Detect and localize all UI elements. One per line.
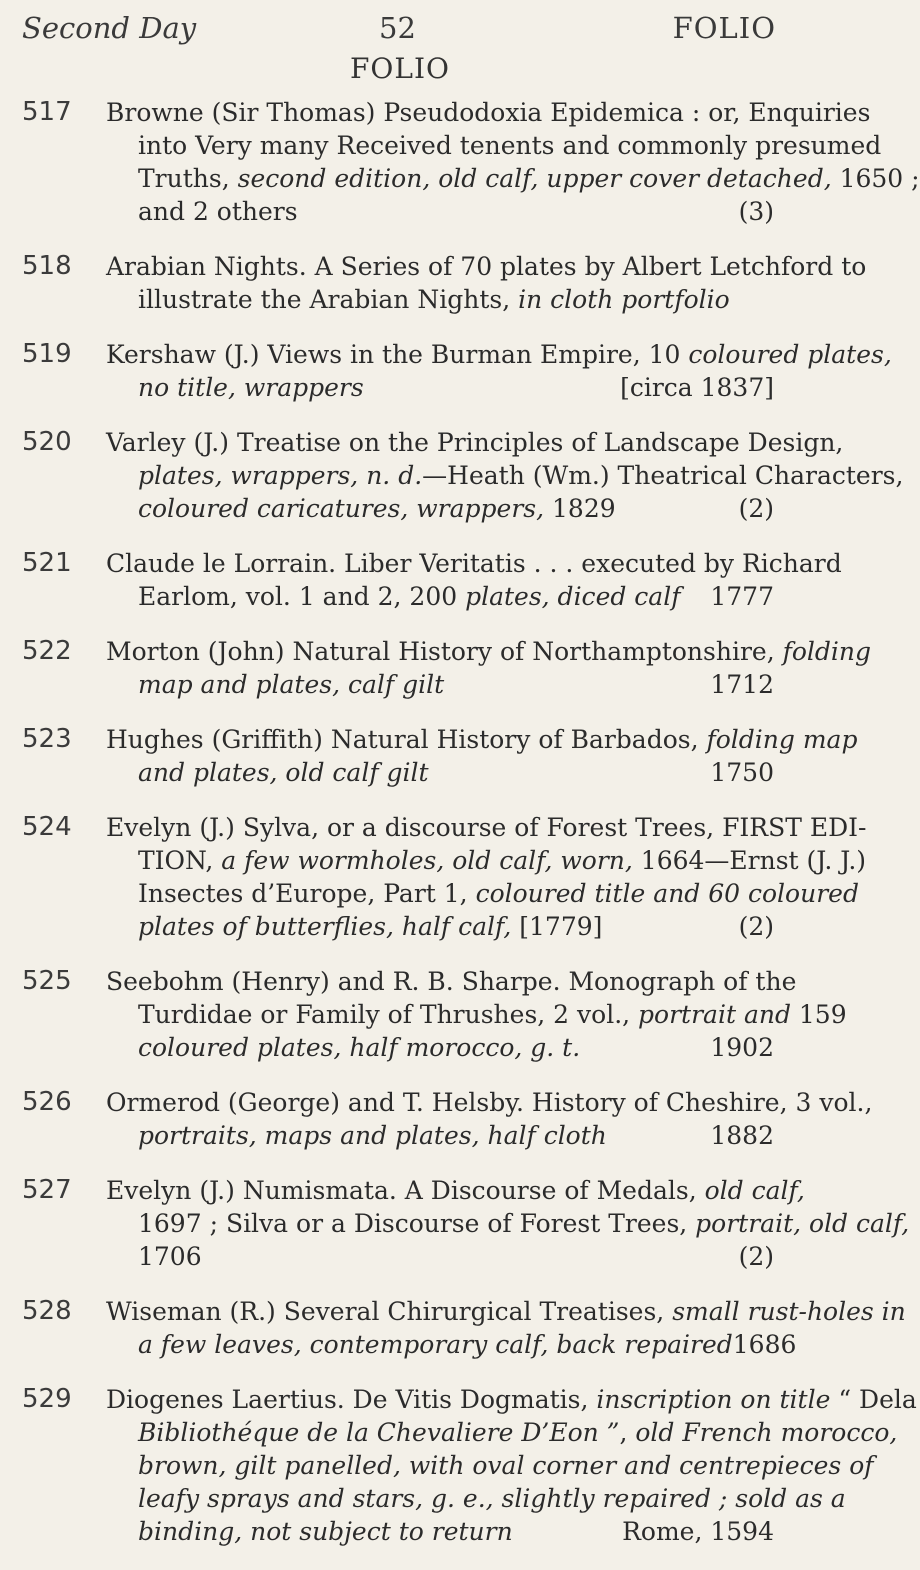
lot-line <box>106 580 774 613</box>
italic-text: brown, gilt panelled, with oval corner and centrepieces of <box>138 1451 874 1480</box>
roman-text: Ormerod (George) and T. Helsby. History of Cheshire, 3 vol., <box>106 1088 873 1117</box>
roman-text: Browne (Sir Thomas) Pseudodoxia Epidemica : or, Enquiries <box>106 98 871 127</box>
lot-number: 528 <box>22 1296 72 1326</box>
italic-text: and plates, old calf gilt <box>138 758 429 787</box>
italic-text: coloured plates, <box>688 340 892 369</box>
roman-text: illustrate the Arabian Nights, <box>138 285 519 314</box>
lot-line <box>106 1328 797 1361</box>
lot-number: 521 <box>22 548 72 578</box>
lot-description <box>106 547 842 613</box>
italic-text: Bibliothéque de la Chevaliere D’Eon ” <box>138 1418 620 1447</box>
roman-text: Morton (John) Natural History of Northamptonshire, <box>106 637 783 666</box>
roman-text: Insectes d’Europe, Part 1, <box>138 879 476 908</box>
lot-line <box>106 1086 873 1119</box>
lot-line <box>106 459 904 492</box>
italic-text: leafy sprays and stars, g. e., slightly repaired ; sold as a <box>138 1484 846 1513</box>
section-title: FOLIO <box>350 52 450 85</box>
lot-line <box>106 1416 898 1449</box>
lot-line <box>106 877 859 910</box>
lot-line <box>106 635 872 668</box>
italic-text: in cloth portfolio <box>518 285 730 314</box>
lot-entry <box>22 338 892 404</box>
roman-text: 1664—Ernst (J. J.) <box>632 846 867 875</box>
roman-text: 1706 <box>138 1242 202 1271</box>
italic-text: coloured title and 60 coloured <box>475 879 859 908</box>
lot-date-or-count: 1750 <box>710 758 774 787</box>
italic-text: portrait, old calf, <box>695 1209 910 1238</box>
roman-text: 1829 <box>544 494 616 523</box>
lot-description <box>106 1086 873 1152</box>
lot-description <box>106 426 904 525</box>
lot-entry <box>22 96 920 228</box>
lot-date-or-count: [circa 1837] <box>620 373 774 402</box>
lot-line <box>106 1240 774 1273</box>
lot-date-or-count: 1882 <box>710 1121 774 1150</box>
lot-line <box>106 96 871 129</box>
lot-line <box>106 129 882 162</box>
lot-entry <box>22 635 872 701</box>
roman-text: and 2 others <box>138 197 298 226</box>
italic-text: a few leaves, contemporary calf, back repaired <box>138 1330 733 1359</box>
lot-date-or-count: 1686 <box>732 1330 797 1359</box>
lot-description <box>106 1295 906 1361</box>
lot-line <box>106 844 867 877</box>
italic-text: map and plates, calf gilt <box>138 670 445 699</box>
page-number: 52 <box>379 11 416 45</box>
lot-description <box>106 1174 910 1273</box>
lot-list <box>22 96 920 1570</box>
roman-text: Hughes (Griffith) Natural History of Barbados, <box>106 725 707 754</box>
roman-text: , <box>619 1418 636 1447</box>
roman-text: Diogenes Laertius. De Vitis Dogmatis, <box>106 1385 597 1414</box>
lot-number: 524 <box>22 812 72 842</box>
roman-text: Truths, <box>138 164 238 193</box>
italic-text: folding map <box>706 725 858 754</box>
lot-line <box>106 195 774 228</box>
header-day: Second Day <box>22 11 197 45</box>
lot-description <box>106 96 920 228</box>
italic-text: no title, wrappers <box>138 373 364 402</box>
lot-line <box>106 1174 805 1207</box>
lot-line <box>106 1449 874 1482</box>
roman-text: 159 <box>790 1000 847 1029</box>
italic-text: portraits, maps and plates, half cloth <box>138 1121 607 1150</box>
italic-text: old French morocco, <box>635 1418 898 1447</box>
lot-number: 527 <box>22 1175 72 1205</box>
italic-text: plates of butterflies, half calf, <box>138 912 512 941</box>
lot-entry <box>22 1295 906 1361</box>
lot-line <box>106 371 774 404</box>
lot-line <box>106 756 774 789</box>
lot-line <box>106 1482 846 1515</box>
italic-text: a few wormholes, old calf, worn, <box>221 846 633 875</box>
lot-number: 522 <box>22 636 72 666</box>
lot-line <box>106 965 797 998</box>
lot-description <box>106 811 867 943</box>
lot-line <box>106 723 858 756</box>
roman-text: 1697 ; Silva or a Discourse of Forest Trees, <box>138 1209 696 1238</box>
lot-number: 529 <box>22 1384 72 1414</box>
lot-entry <box>22 1174 910 1273</box>
lot-line <box>106 1295 906 1328</box>
roman-text: Arabian Nights. A Series of 70 plates by Albert Letchford to <box>106 252 867 281</box>
roman-text: Turdidae or Family of Thrushes, 2 vol., <box>138 1000 639 1029</box>
roman-text: Varley (J.) Treatise on the Principles of Landscape Design, <box>106 428 844 457</box>
lot-date-or-count: (3) <box>738 197 774 226</box>
italic-text: inscription on title <box>596 1385 831 1414</box>
running-header <box>22 10 776 46</box>
italic-text: binding, not subject to return <box>138 1517 513 1546</box>
lot-line <box>106 1207 910 1240</box>
lot-line <box>106 283 774 316</box>
roman-text: “ Dela <box>830 1385 917 1414</box>
lot-entry <box>22 250 867 316</box>
lot-line <box>106 1515 774 1548</box>
lot-number: 525 <box>22 966 72 996</box>
lot-number: 517 <box>22 97 72 127</box>
lot-number: 519 <box>22 339 72 369</box>
lot-description <box>106 338 892 404</box>
roman-text: 1650 ; <box>831 164 920 193</box>
lot-description <box>106 635 872 701</box>
lot-line <box>106 1383 917 1416</box>
lot-number: 523 <box>22 724 72 754</box>
italic-text: plates, diced calf <box>465 582 681 611</box>
roman-text: Seebohm (Henry) and R. B. Sharpe. Monograph of the <box>106 967 797 996</box>
italic-text: coloured plates, half morocco, g. t. <box>138 1033 581 1062</box>
lot-date-or-count: Rome, 1594 <box>622 1517 774 1546</box>
italic-text: portrait and <box>638 1000 791 1029</box>
lot-line <box>106 910 774 943</box>
lot-line <box>106 1031 774 1064</box>
lot-entry <box>22 1383 917 1548</box>
lot-date-or-count: 1777 <box>710 582 774 611</box>
lot-description <box>106 250 867 316</box>
lot-description <box>106 965 847 1064</box>
roman-text: Wiseman (R.) Several Chirurgical Treatises, <box>106 1297 673 1326</box>
roman-text: Claude le Lorrain. Liber Veritatis . . . executed by Richard <box>106 549 842 578</box>
lot-entry <box>22 965 847 1064</box>
italic-text: old calf, <box>704 1176 805 1205</box>
lot-entry <box>22 547 842 613</box>
lot-entry <box>22 811 867 943</box>
italic-text: folding <box>782 637 872 666</box>
lot-description <box>106 723 858 789</box>
italic-text: coloured caricatures, wrappers, <box>138 494 545 523</box>
lot-number: 518 <box>22 251 72 281</box>
lot-line <box>106 426 844 459</box>
roman-text: Earlom, vol. 1 and 2, 200 <box>138 582 466 611</box>
roman-text: [1779] <box>511 912 603 941</box>
lot-line <box>106 162 920 195</box>
roman-text: —Heath (Wm.) Theatrical Characters, <box>422 461 904 490</box>
roman-text: TION, <box>138 846 222 875</box>
italic-text: plates, wrappers, n. d. <box>138 461 423 490</box>
lot-description <box>106 1383 917 1548</box>
lot-date-or-count: 1902 <box>710 1033 774 1062</box>
italic-text: small rust-holes in <box>672 1297 906 1326</box>
lot-line <box>106 1119 774 1152</box>
lot-line <box>106 250 867 283</box>
lot-date-or-count: (2) <box>738 912 774 941</box>
lot-entry <box>22 1086 873 1152</box>
lot-number: 520 <box>22 427 72 457</box>
lot-date-or-count: 1712 <box>710 670 774 699</box>
lot-line <box>106 811 867 844</box>
italic-text: second edition, old calf, upper cover detached, <box>237 164 832 193</box>
lot-line <box>106 338 892 371</box>
lot-date-or-count: (2) <box>738 494 774 523</box>
roman-text: into Very many Received tenents and commonly presumed <box>138 131 882 160</box>
roman-text: Evelyn (J.) Sylva, or a discourse of Forest Trees, FIRST EDI- <box>106 813 867 842</box>
lot-line <box>106 492 774 525</box>
lot-entry <box>22 426 904 525</box>
roman-text: Evelyn (J.) Numismata. A Discourse of Medals, <box>106 1176 705 1205</box>
lot-number: 526 <box>22 1087 72 1117</box>
roman-text: Kershaw (J.) Views in the Burman Empire, 10 <box>106 340 689 369</box>
lot-entry <box>22 723 858 789</box>
lot-line <box>106 668 774 701</box>
header-section: FOLIO <box>672 11 776 45</box>
lot-line <box>106 998 847 1031</box>
lot-line <box>106 547 842 580</box>
lot-date-or-count: (2) <box>738 1242 774 1271</box>
